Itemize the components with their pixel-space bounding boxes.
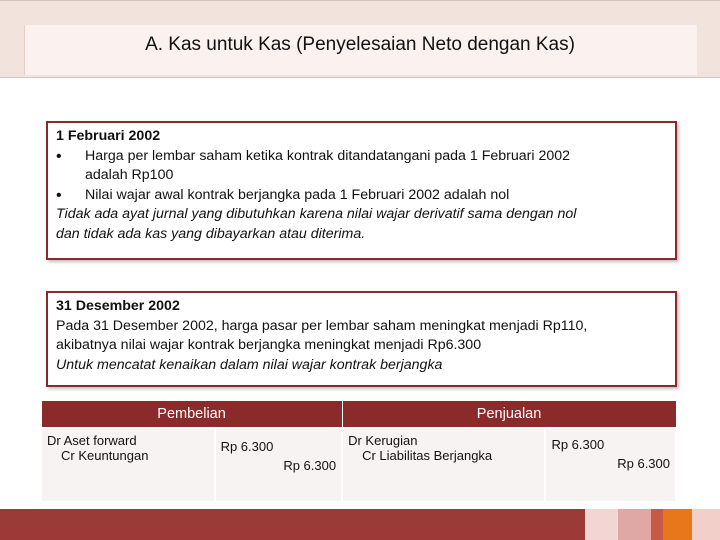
seller-debit-account: Dr Kerugian [348,433,418,448]
box1-bullet-1-line2: adalah Rp100 [85,167,174,183]
box1-bullet-1 [56,147,667,186]
header-pembelian: Pembelian [41,401,342,429]
page-title: A. Kas untuk Kas (Penyelesaian Neto dengan Kas) [145,34,575,55]
seller-credit-amount: Rp 6.300 [617,456,670,471]
box1-bullet-1-line1: Harga per lembar saham ketika kontrak ditandatangani pada 1 Februari 2002 [85,147,571,164]
buyer-amounts [215,428,343,502]
journal-table [40,400,677,503]
footer-segment [0,509,585,540]
box1-bullet-1-text [85,147,570,186]
seller-debit-amount: Rp 6.300 [551,437,605,452]
box1-bullet-2-text: Nilai wajar awal kontrak berjangka pada 1 Februari 2002 adalah nol [85,186,510,203]
footer-bar [0,509,720,540]
footer-segment [663,509,692,540]
seller-amounts [545,428,676,502]
box2-line2: akibatnya nilai wajar kontrak berjangka meningkat menjadi Rp6.300 [56,337,482,353]
seller-credit-account: Cr Liabilitas Berjangka [362,448,493,463]
info-box-february [46,121,677,260]
footer-segment [692,509,720,540]
box2-line3: Untuk mencatat kenaikan dalam nilai wajar kontrak berjangka [56,356,443,373]
buyer-debit-account: Dr Aset forward [47,433,137,448]
footer-segment [585,509,618,540]
buyer-debit-amount: Rp 6.300 [220,439,274,454]
bullet-icon: • [56,186,62,204]
seller-accounts [342,428,545,502]
box2-date: 31 Desember 2002 [56,298,180,314]
box2-line1: Pada 31 Desember 2002, harga pasar per lembar saham meningkat menjadi Rp110, [56,317,588,334]
buyer-credit-amount: Rp 6.300 [283,458,337,473]
header-penjualan: Penjualan [342,401,676,429]
bullet-icon: • [56,147,62,165]
info-box-december [46,291,677,387]
box1-bullet-2 [56,186,667,206]
footer-segment [618,509,651,540]
box1-note-line1: Tidak ada ayat jurnal yang dibutuhkan karena nilai wajar derivatif sama dengan nol [56,206,577,222]
buyer-credit-account: Cr Keuntungan [61,448,149,463]
box1-note-line2: dan tidak ada kas yang dibayarkan atau diterima. [56,225,366,242]
footer-segment [651,509,663,540]
box1-date: 1 Februari 2002 [56,128,161,144]
buyer-accounts [41,428,215,502]
